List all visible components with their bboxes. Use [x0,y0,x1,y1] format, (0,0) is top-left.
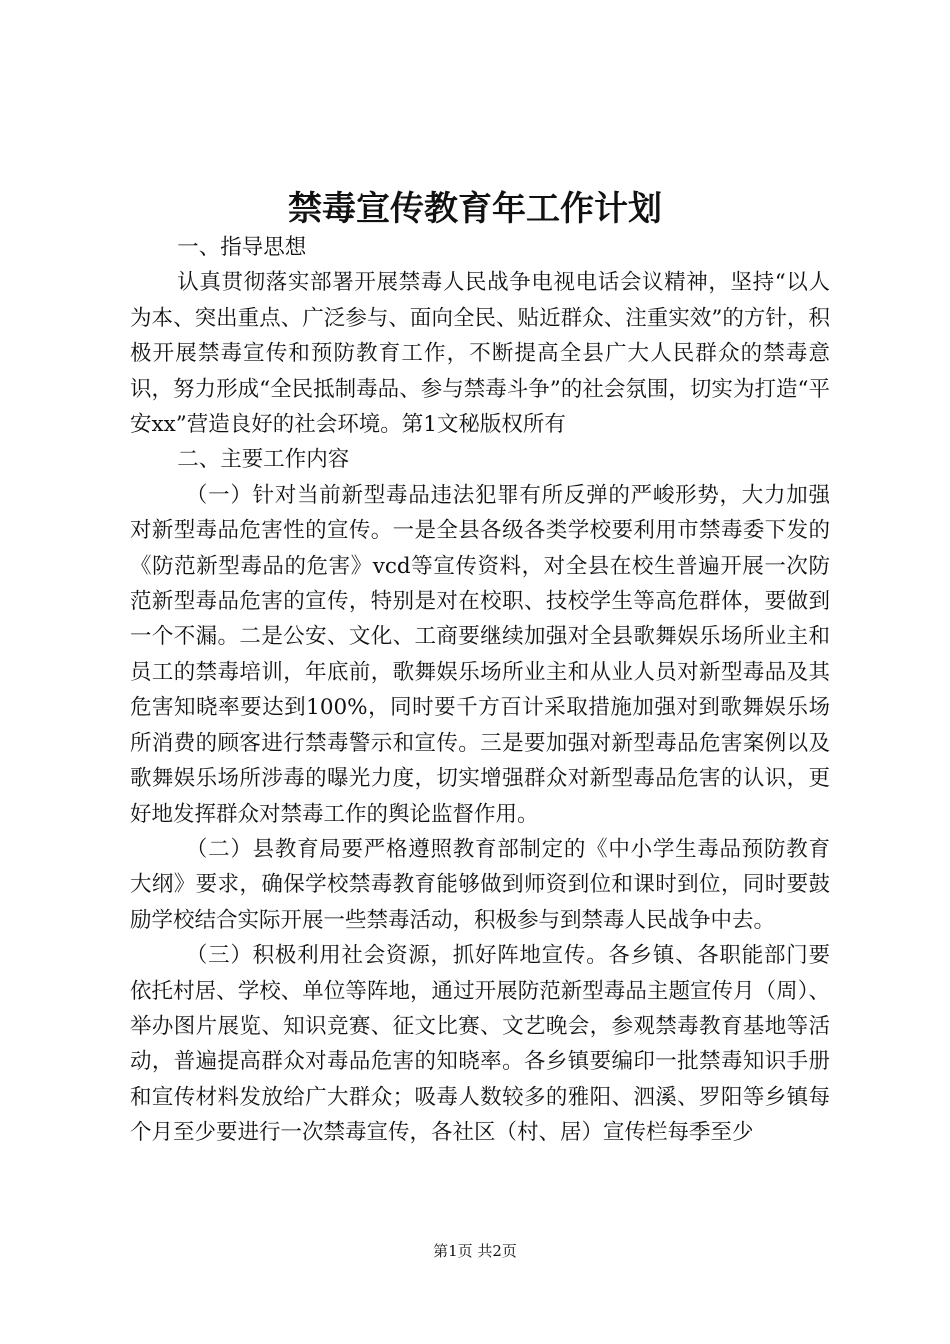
paragraph: 认真贯彻落实部署开展禁毒人民战争电视电话会议精神，坚持“以人为本、突出重点、广泛参与、面向全民、贴近群众、注重实效”的方针，积极开展禁毒宣传和预防教育工作，不断提高全县广大人民群众的禁毒意识，努力形成“全民抵制毒品、参与禁毒斗争”的社会氛围，切实为打造“平安xx”营造良好的社会环境。第1文秘版权所有 [130,270,830,438]
page-footer: 第1页 共2页 [433,1242,517,1260]
section-heading: 二、主要工作内容 [177,447,350,473]
paragraph: （一）针对当前新型毒品违法犯罪有所反弹的严峻形势，大力加强对新型毒品危害性的宣传。一是全县各级各类学校要利用市禁毒委下发的《防范新型毒品的危害》vcd等宣传资料，对全县在校生普遍开展一次防范新型毒品危害的宣传，特别是对在校职、技校学生等高危群体，要做到一个不漏。二是公安、文化、工商要继续加强对全县歌舞娱乐场所业主和员工的禁毒培训，年底前，歌舞娱乐场所业主和从业人员对新型毒品及其危害知晓率要达到100%，同时要千方百计采取措施加强对到歌舞娱乐场所消费的顾客进行禁毒警示和宣传。三是要加强对新型毒品危害案例以及歌舞娱乐场所涉毒的曝光力度，切实增强群众对新型毒品危害的认识，更好地发挥群众对禁毒工作的舆论监督作用。 [130,482,830,827]
paragraph: （三）积极利用社会资源，抓好阵地宣传。各乡镇、各职能部门要依托村居、学校、单位等阵地，通过开展防范新型毒品主题宣传月（周）、举办图片展览、知识竞赛、征文比赛、文艺晚会，参观禁毒教育基地等活动，普遍提高群众对毒品危害的知晓率。各乡镇要编印一批禁毒知识手册和宣传材料发放给广大群众；吸毒人数较多的雅阳、泗溪、罗阳等乡镇每个月至少要进行一次禁毒宣传，各社区（村、居）宣传栏每季至少 [130,943,830,1146]
document-body [130,230,830,1151]
paragraph: （二）县教育局要严格遵照教育部制定的《中小学生毒品预防教育大纲》要求，确保学校禁毒教育能够做到师资到位和课时到位，同时要鼓励学校结合实际开展一些禁毒活动，积极参与到禁毒人民战争中去。 [130,836,830,933]
document-title: 禁毒宣传教育年工作计划 [288,189,662,229]
section-heading: 一、指导思想 [177,235,307,260]
